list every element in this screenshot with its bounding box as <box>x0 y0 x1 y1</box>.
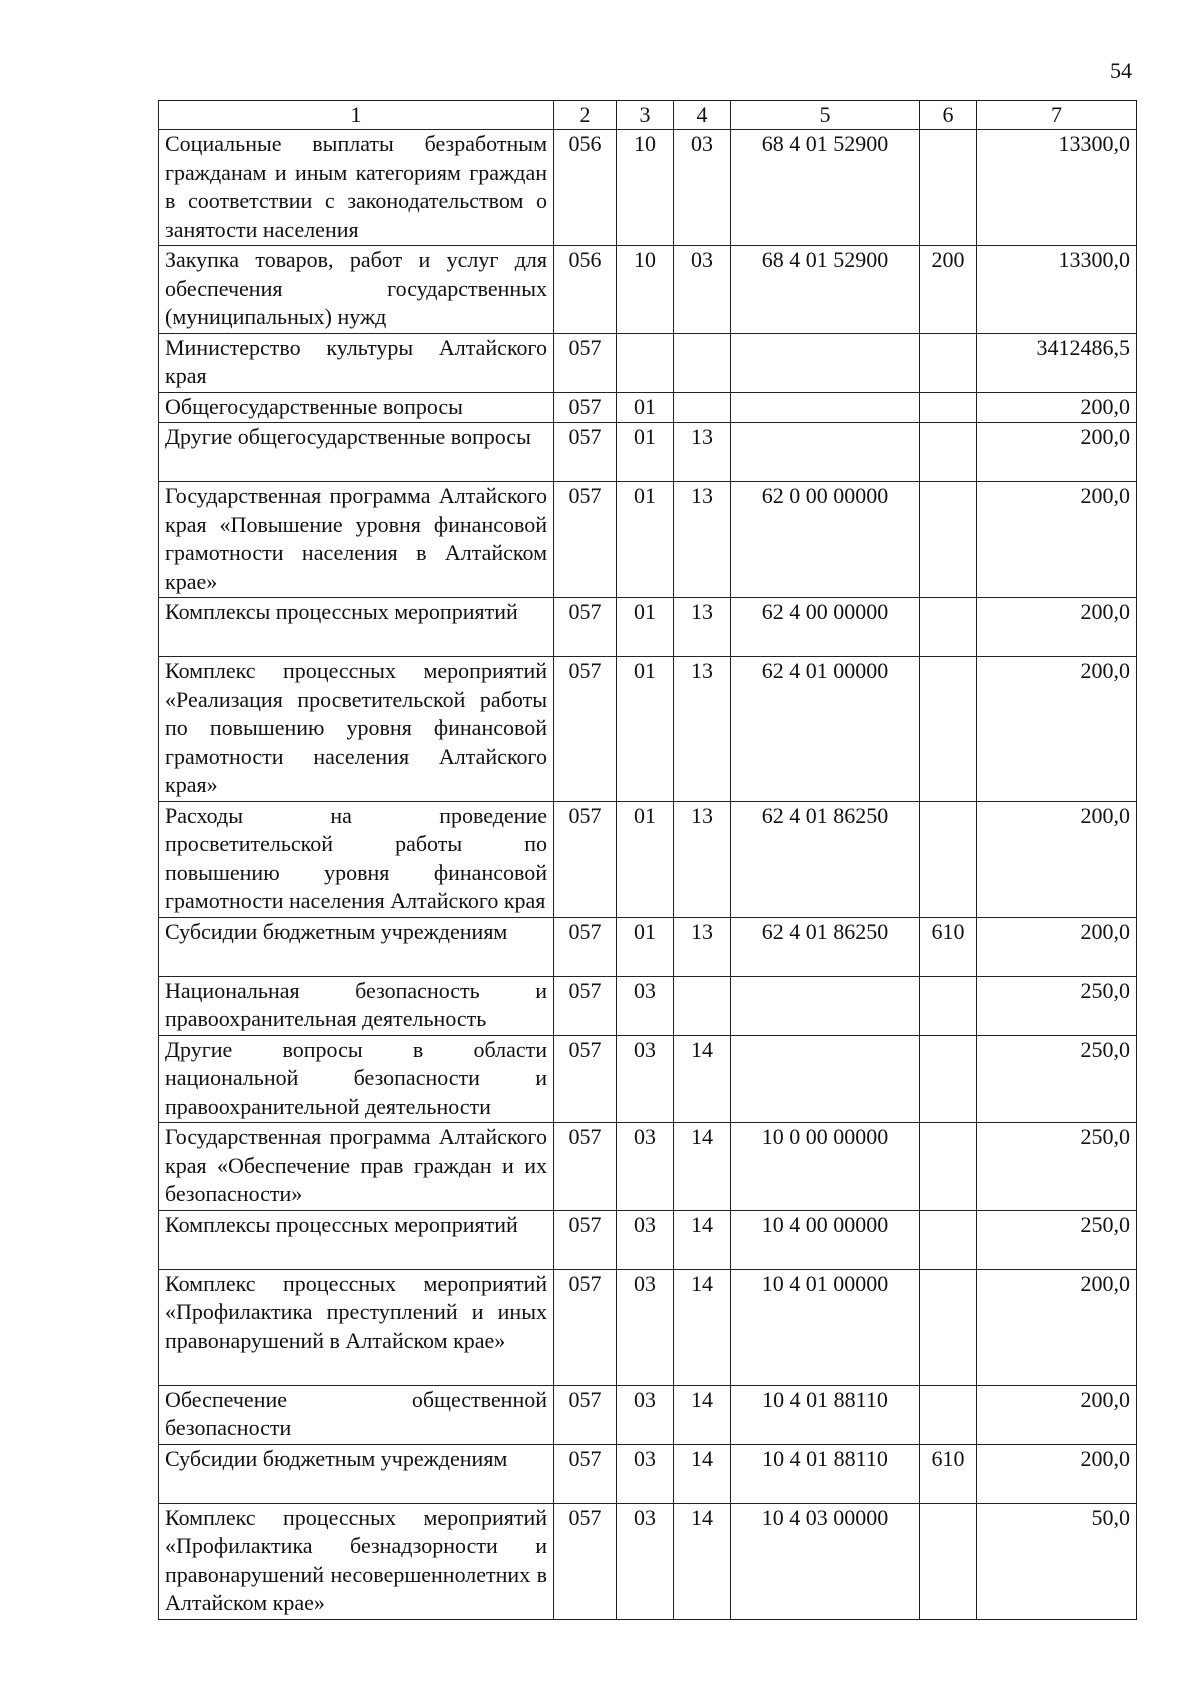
cell-ministry-code: 057 <box>554 423 617 482</box>
cell-ministry-code: 057 <box>554 1269 617 1385</box>
cell-expense-type: 610 <box>920 1444 977 1503</box>
cell-name: Общегосударственные вопросы <box>159 392 554 423</box>
cell-target-article: 10 4 01 88110 <box>731 1385 920 1444</box>
table-row <box>159 917 1137 976</box>
table-row <box>159 801 1137 917</box>
cell-subsection-code: 13 <box>674 657 731 802</box>
header-col-6: 6 <box>920 101 977 130</box>
cell-name: Другие вопросы в области национальной безопасности и правоохранительной деятельности <box>159 1035 554 1123</box>
cell-name: Министерство культуры Алтайского края <box>159 333 554 392</box>
cell-subsection-code: 13 <box>674 917 731 976</box>
table-row <box>159 1269 1137 1385</box>
cell-subsection-code <box>674 976 731 1035</box>
cell-sum: 50,0 <box>977 1503 1137 1619</box>
cell-sum: 3412486,5 <box>977 333 1137 392</box>
cell-target-article: 10 4 01 88110 <box>731 1444 920 1503</box>
cell-subsection-code: 13 <box>674 423 731 482</box>
cell-ministry-code: 057 <box>554 1385 617 1444</box>
cell-section-code: 01 <box>617 392 674 423</box>
cell-target-article <box>731 1035 920 1123</box>
header-col-2: 2 <box>554 101 617 130</box>
cell-expense-type <box>920 1503 977 1619</box>
cell-target-article: 10 4 01 00000 <box>731 1269 920 1385</box>
cell-name: Государственная программа Алтайского края «Обеспечение прав граждан и их безопасности» <box>159 1123 554 1211</box>
table-row <box>159 423 1137 482</box>
cell-expense-type <box>920 130 977 246</box>
cell-sum: 250,0 <box>977 1123 1137 1211</box>
cell-name: Комплексы процессных мероприятий <box>159 1210 554 1269</box>
cell-subsection-code: 14 <box>674 1385 731 1444</box>
cell-sum: 200,0 <box>977 482 1137 598</box>
cell-sum: 200,0 <box>977 801 1137 917</box>
cell-name: Национальная безопасность и правоохранительная деятельность <box>159 976 554 1035</box>
cell-sum: 250,0 <box>977 976 1137 1035</box>
cell-sum: 200,0 <box>977 392 1137 423</box>
cell-subsection-code <box>674 392 731 423</box>
page-number: 54 <box>1110 58 1132 83</box>
cell-subsection-code: 03 <box>674 246 731 334</box>
table-row <box>159 657 1137 802</box>
cell-target-article: 68 4 01 52900 <box>731 130 920 246</box>
cell-ministry-code: 057 <box>554 333 617 392</box>
cell-ministry-code: 057 <box>554 392 617 423</box>
cell-subsection-code: 14 <box>674 1035 731 1123</box>
cell-sum: 13300,0 <box>977 246 1137 334</box>
header-col-5: 5 <box>731 101 920 130</box>
cell-target-article <box>731 392 920 423</box>
cell-sum: 250,0 <box>977 1035 1137 1123</box>
cell-ministry-code: 057 <box>554 801 617 917</box>
cell-section-code: 03 <box>617 1035 674 1123</box>
table-row <box>159 130 1137 246</box>
cell-target-article: 62 0 00 00000 <box>731 482 920 598</box>
cell-section-code: 03 <box>617 976 674 1035</box>
cell-expense-type <box>920 598 977 657</box>
table-row <box>159 1444 1137 1503</box>
table-row <box>159 1035 1137 1123</box>
cell-subsection-code: 13 <box>674 482 731 598</box>
cell-name: Социальные выплаты безработным гражданам и иным категориям граждан в соответствии с законодательством о занятости населения <box>159 130 554 246</box>
cell-expense-type <box>920 1385 977 1444</box>
cell-subsection-code: 14 <box>674 1444 731 1503</box>
table-row <box>159 1123 1137 1211</box>
table-row <box>159 333 1137 392</box>
cell-target-article <box>731 333 920 392</box>
cell-expense-type <box>920 482 977 598</box>
cell-subsection-code: 13 <box>674 801 731 917</box>
table-row <box>159 392 1137 423</box>
cell-ministry-code: 057 <box>554 482 617 598</box>
cell-target-article: 68 4 01 52900 <box>731 246 920 334</box>
cell-name: Комплекс процессных мероприятий «Реализация просветительской работы по повышению уровня финансовой грамотности населения Алтайского края» <box>159 657 554 802</box>
cell-expense-type <box>920 1123 977 1211</box>
cell-expense-type: 610 <box>920 917 977 976</box>
table-row <box>159 1503 1137 1619</box>
cell-name: Закупка товаров, работ и услуг для обеспечения государственных (муниципальных) нужд <box>159 246 554 334</box>
table-row <box>159 976 1137 1035</box>
cell-section-code <box>617 333 674 392</box>
cell-section-code: 03 <box>617 1210 674 1269</box>
cell-expense-type <box>920 392 977 423</box>
cell-sum: 13300,0 <box>977 130 1137 246</box>
cell-ministry-code: 057 <box>554 1035 617 1123</box>
cell-expense-type <box>920 657 977 802</box>
cell-expense-type <box>920 423 977 482</box>
budget-table <box>158 100 1137 1620</box>
cell-subsection-code <box>674 333 731 392</box>
cell-ministry-code: 057 <box>554 1123 617 1211</box>
cell-ministry-code: 057 <box>554 976 617 1035</box>
cell-target-article: 62 4 01 86250 <box>731 917 920 976</box>
cell-sum: 200,0 <box>977 1269 1137 1385</box>
header-col-4: 4 <box>674 101 731 130</box>
cell-name: Государственная программа Алтайского края «Повышение уровня финансовой грамотности населения в Алтайском крае» <box>159 482 554 598</box>
cell-target-article: 62 4 01 86250 <box>731 801 920 917</box>
table-row <box>159 246 1137 334</box>
cell-ministry-code: 057 <box>554 1210 617 1269</box>
cell-expense-type <box>920 1035 977 1123</box>
header-col-3: 3 <box>617 101 674 130</box>
cell-section-code: 01 <box>617 423 674 482</box>
cell-subsection-code: 14 <box>674 1503 731 1619</box>
cell-expense-type <box>920 1210 977 1269</box>
cell-section-code: 01 <box>617 598 674 657</box>
cell-name: Комплексы процессных мероприятий <box>159 598 554 657</box>
cell-ministry-code: 057 <box>554 657 617 802</box>
cell-expense-type <box>920 333 977 392</box>
cell-sum: 200,0 <box>977 917 1137 976</box>
cell-name: Обеспечение общественной безопасности <box>159 1385 554 1444</box>
cell-section-code: 03 <box>617 1269 674 1385</box>
cell-sum: 200,0 <box>977 598 1137 657</box>
cell-expense-type: 200 <box>920 246 977 334</box>
cell-section-code: 03 <box>617 1385 674 1444</box>
cell-name: Субсидии бюджетным учреждениям <box>159 1444 554 1503</box>
cell-target-article <box>731 423 920 482</box>
cell-ministry-code: 057 <box>554 1503 617 1619</box>
cell-subsection-code: 03 <box>674 130 731 246</box>
table-row <box>159 482 1137 598</box>
cell-section-code: 10 <box>617 246 674 334</box>
table-header-row <box>159 101 1137 130</box>
cell-sum: 200,0 <box>977 1385 1137 1444</box>
cell-sum: 250,0 <box>977 1210 1137 1269</box>
cell-target-article: 62 4 00 00000 <box>731 598 920 657</box>
table-row <box>159 1210 1137 1269</box>
cell-subsection-code: 14 <box>674 1210 731 1269</box>
table-row <box>159 1385 1137 1444</box>
cell-subsection-code: 14 <box>674 1269 731 1385</box>
cell-sum: 200,0 <box>977 657 1137 802</box>
cell-target-article: 10 4 03 00000 <box>731 1503 920 1619</box>
cell-target-article: 62 4 01 00000 <box>731 657 920 802</box>
cell-expense-type <box>920 1269 977 1385</box>
cell-expense-type <box>920 801 977 917</box>
cell-target-article: 10 0 00 00000 <box>731 1123 920 1211</box>
cell-ministry-code: 056 <box>554 130 617 246</box>
cell-section-code: 03 <box>617 1444 674 1503</box>
cell-section-code: 01 <box>617 657 674 802</box>
cell-sum: 200,0 <box>977 1444 1137 1503</box>
cell-section-code: 03 <box>617 1503 674 1619</box>
cell-subsection-code: 13 <box>674 598 731 657</box>
cell-name: Комплекс процессных мероприятий «Профилактика безнадзорности и правонарушений несовершеннолетних в Алтайском крае» <box>159 1503 554 1619</box>
cell-ministry-code: 057 <box>554 917 617 976</box>
cell-section-code: 01 <box>617 801 674 917</box>
table-row <box>159 598 1137 657</box>
cell-target-article <box>731 976 920 1035</box>
cell-subsection-code: 14 <box>674 1123 731 1211</box>
header-col-7: 7 <box>977 101 1137 130</box>
cell-target-article: 10 4 00 00000 <box>731 1210 920 1269</box>
cell-expense-type <box>920 976 977 1035</box>
cell-name: Комплекс процессных мероприятий «Профилактика преступлений и иных правонарушений в Алтайском крае» <box>159 1269 554 1385</box>
cell-section-code: 01 <box>617 482 674 598</box>
cell-section-code: 01 <box>617 917 674 976</box>
cell-name: Другие общегосударственные вопросы <box>159 423 554 482</box>
cell-ministry-code: 057 <box>554 598 617 657</box>
cell-section-code: 03 <box>617 1123 674 1211</box>
cell-sum: 200,0 <box>977 423 1137 482</box>
cell-ministry-code: 056 <box>554 246 617 334</box>
header-col-1: 1 <box>159 101 554 130</box>
cell-name: Расходы на проведение просветительской работы по повышению уровня финансовой грамотности населения Алтайского края <box>159 801 554 917</box>
cell-name: Субсидии бюджетным учреждениям <box>159 917 554 976</box>
cell-ministry-code: 057 <box>554 1444 617 1503</box>
cell-section-code: 10 <box>617 130 674 246</box>
